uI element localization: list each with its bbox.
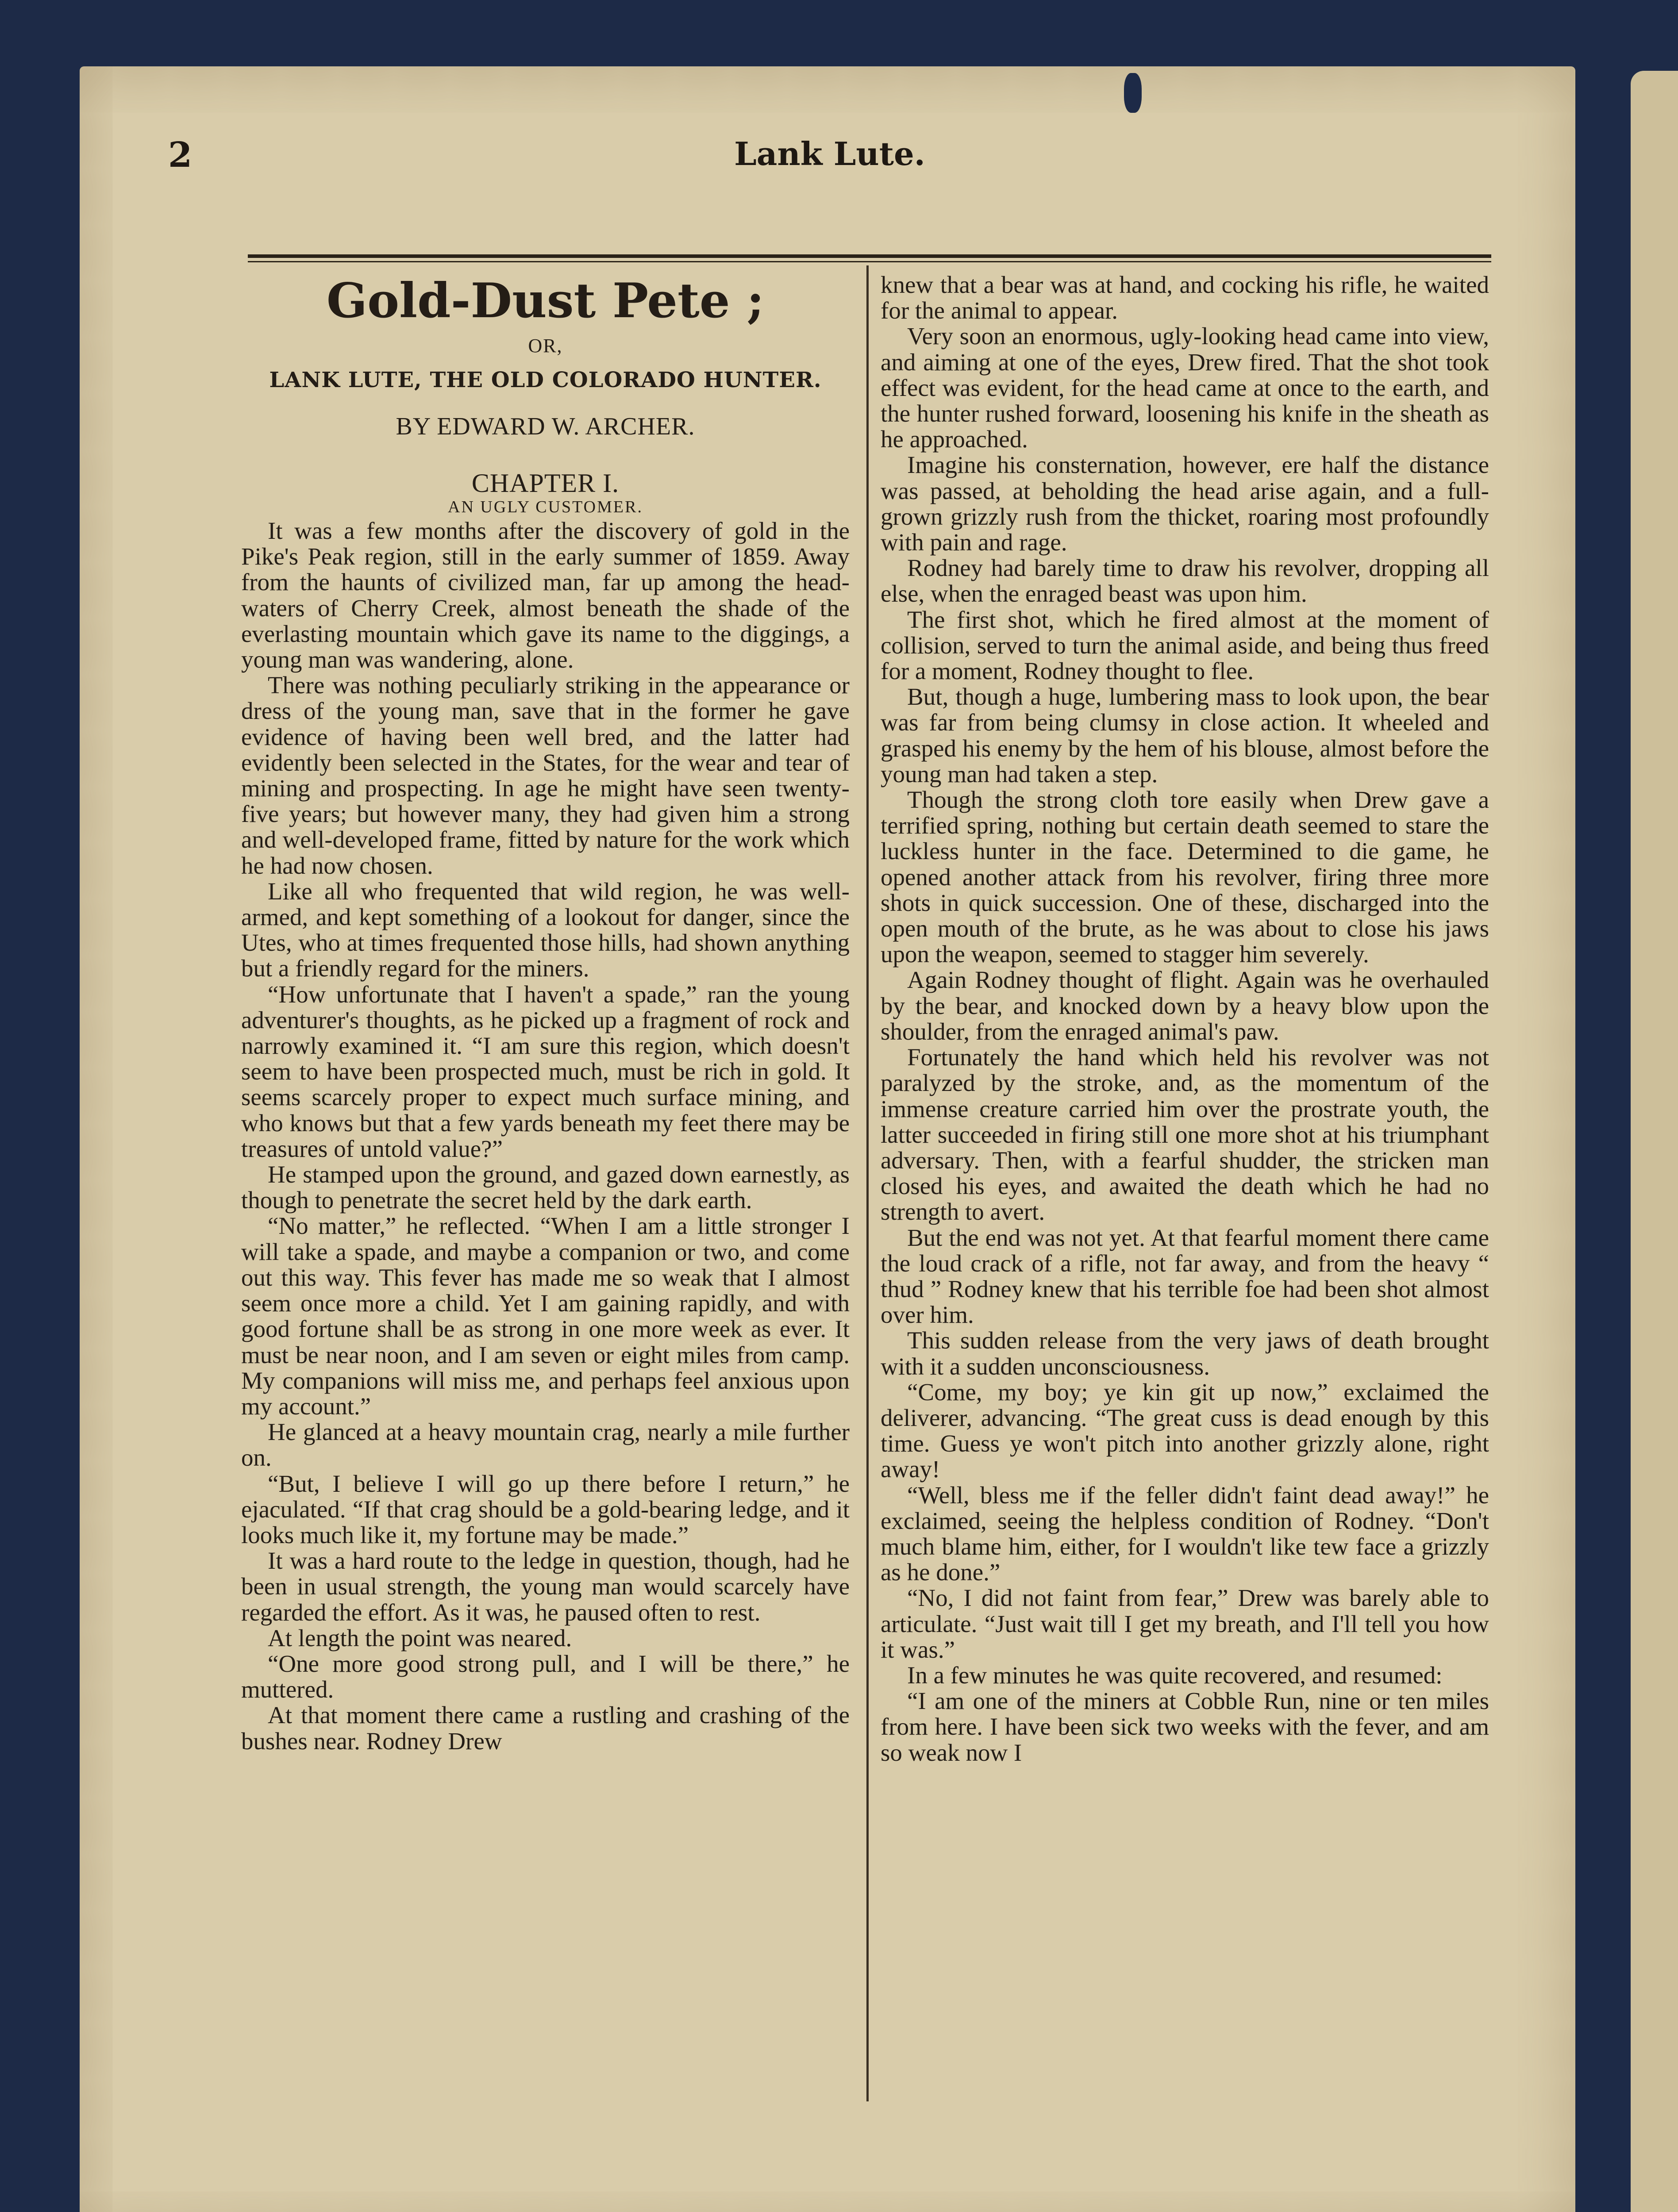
paragraph: He stamped upon the ground, and gazed down earnestly, as though to penetrate the secret held by the dark earth. <box>241 1161 850 1214</box>
paragraph: In a few minutes he was quite recovered, and resumed: <box>907 1661 1443 1689</box>
story-subtitle: LANK LUTE, THE OLD COLORADO HUNTER. <box>269 368 822 392</box>
paragraph: knew that a bear was at hand, and cocking his rifle, he waited for the animal to appear. <box>881 272 1489 324</box>
paragraph: But, though a huge, lumbering mass to look upon, the bear was far from being clumsy in close action. It wheeled and grasped his enemy by the hem of his blouse, almost before the young man had taken a step. <box>881 683 1489 787</box>
paragraph: “How unfortunate that I haven't a spade,” ran the young adventurer's thoughts, as he picked up a fragment of rock and narrowly examined it. “I am sure this region, which doesn't seem to have been prospected much, must be rich in gold. It seems scarcely proper to expect much surface mining, and who knows but that a few yards beneath my feet there may be treasures of untold value?” <box>241 980 850 1162</box>
story-title: Gold-Dust Pete ; <box>326 273 765 329</box>
paragraph: Though the strong cloth tore easily when Drew gave a terrified spring, nothing but certain death seemed to stare the luckless hunter in the face. Determined to die game, he opened another attack from his revolver, firing three more shots in quick succession. One of these, discharged into the open mouth of the brute, as he was about to close his jaws upon the weapon, seemed to stagger him severely. <box>881 786 1489 968</box>
chapter-heading: CHAPTER I. <box>471 469 620 498</box>
paragraph: There was nothing peculiarly striking in the appearance or dress of the young man, save that in the former he gave evidence of having been well bred, and the latter had evidently been selected in the States, for the wear and tear of mining and prospecting. In age he might have seen twenty-five years; but however many, they had given him a strong and well-developed frame, fitted by nature for the work which he had now chosen. <box>241 672 850 879</box>
page-tear-hole <box>1124 73 1142 113</box>
paragraph: At that moment there came a rustling and crashing of the bushes near. Rodney Drew <box>241 1701 850 1755</box>
running-title: Lank Lute. <box>734 135 925 173</box>
paragraph: Rodney had barely time to draw his revolver, dropping all else, when the enraged beast was upon him. <box>881 554 1489 607</box>
paragraph: “One more good strong pull, and I will be there,” he muttered. <box>241 1650 850 1703</box>
paragraph: This sudden release from the very jaws of death brought with it a sudden unconsciousness. <box>881 1327 1489 1380</box>
paragraph: Very soon an enormous, ugly-looking head came into view, and aiming at one of the eyes, Drew fired. That the shot took effect was evident, for the head came at once to the earth, and the hunter rushed forward, loosening his knife in the sheath as he approached. <box>881 323 1489 453</box>
paragraph: But the end was not yet. At that fearful moment there came the loud crack of a rifle, not far away, and from the heavy “ thud ” Rodney knew that his terrible foe had been shot almost over him. <box>881 1224 1489 1329</box>
story-byline: BY EDWARD W. ARCHER. <box>396 413 695 440</box>
paragraph: “Well, bless me if the feller didn't faint dead away!” he exclaimed, seeing the helpless condition of Rodney. “Don't much blame him, either, for I wouldn't like tew face a grizzly as he done.” <box>881 1481 1489 1586</box>
column-divider <box>866 265 869 2101</box>
right-column <box>881 272 1489 2108</box>
paragraph: “But, I believe I will go up there before I return,” he ejaculated. “If that crag should be a gold-bearing ledge, and it looks much like it, my fortune may be made.” <box>241 1470 850 1548</box>
chapter-title: AN UGLY CUSTOMER. <box>448 498 643 516</box>
adjacent-page-edge <box>1631 71 1678 2212</box>
left-column <box>241 272 850 2108</box>
paragraph: “No matter,” he reflected. “When I am a little stronger I will take a spade, and maybe a companion or two, and come out this way. This fever has made me so weak that I almost seem once more a child. Yet I am gaining rapidly, and with good fortune shall be as strong in one more week as ever. It must be near noon, and I am seven or eight miles from camp. My companions will miss me, and perhaps feel anxious upon my account.” <box>241 1212 850 1420</box>
paragraph: The first shot, which he fired almost at the moment of collision, served to turn the animal aside, and being thus freed for a moment, Rodney thought to flee. <box>881 606 1489 685</box>
paragraph: Imagine his consternation, however, ere half the distance was passed, at beholding the head arise again, and a full-grown grizzly rush from the thicket, roaring most profoundly with pain and rage. <box>881 451 1489 556</box>
paragraph: Fortunately the hand which held his revolver was not paralyzed by the stroke, and, as the momentum of the immense creature carried him over the prostrate youth, the latter succeeded in firing still one more shot at his triumphant adversary. Then, with a fearful shudder, the stricken man closed his eyes, and awaited the death which he had no strength to avert. <box>881 1044 1489 1225</box>
paragraph: Again Rodney thought of flight. Again was he overhauled by the bear, and knocked down by a heavy blow upon the shoulder, from the enraged animal's paw. <box>881 966 1489 1045</box>
paragraph: “No, I did not faint from fear,” Drew was barely able to articulate. “Just wait till I get my breath, and I'll tell you how it was.” <box>881 1584 1489 1663</box>
paragraph: He glanced at a heavy mountain crag, nearly a mile further on. <box>241 1418 850 1471</box>
header-rule <box>248 254 1491 258</box>
paragraph: At length the point was neared. <box>268 1624 572 1651</box>
paragraph: Like all who frequented that wild region, he was well-armed, and kept something of a lookout for danger, since the Utes, who at times frequented those hills, had shown anything but a friendly regard for the miners. <box>241 877 850 982</box>
page-header <box>168 135 1491 188</box>
story-or: OR, <box>528 335 563 357</box>
page-number: 2 <box>168 135 192 175</box>
paragraph: It was a hard route to the ledge in question, though, had he been in usual strength, the young man would scarcely have regarded the effort. As it was, he paused often to rest. <box>241 1547 850 1626</box>
paragraph: “I am one of the miners at Cobble Run, nine or ten miles from here. I have been sick two weeks with the fever, and am so weak now I <box>881 1687 1489 1766</box>
paragraph: “Come, my boy; ye kin git up now,” exclaimed the deliverer, advancing. “The great cuss is dead enough by this time. Guess ye won't pitch into another grizzly alone, right away! <box>881 1378 1489 1483</box>
header-rule-thin <box>248 261 1491 262</box>
paragraph: It was a few months after the discovery of gold in the Pike's Peak region, still in the early summer of 1859. Away from the haunts of civilized man, far up among the head-waters of Cherry Creek, almost beneath the shade of the everlasting mountain which gave its name to the diggings, a young man was wandering, alone. <box>241 517 850 673</box>
